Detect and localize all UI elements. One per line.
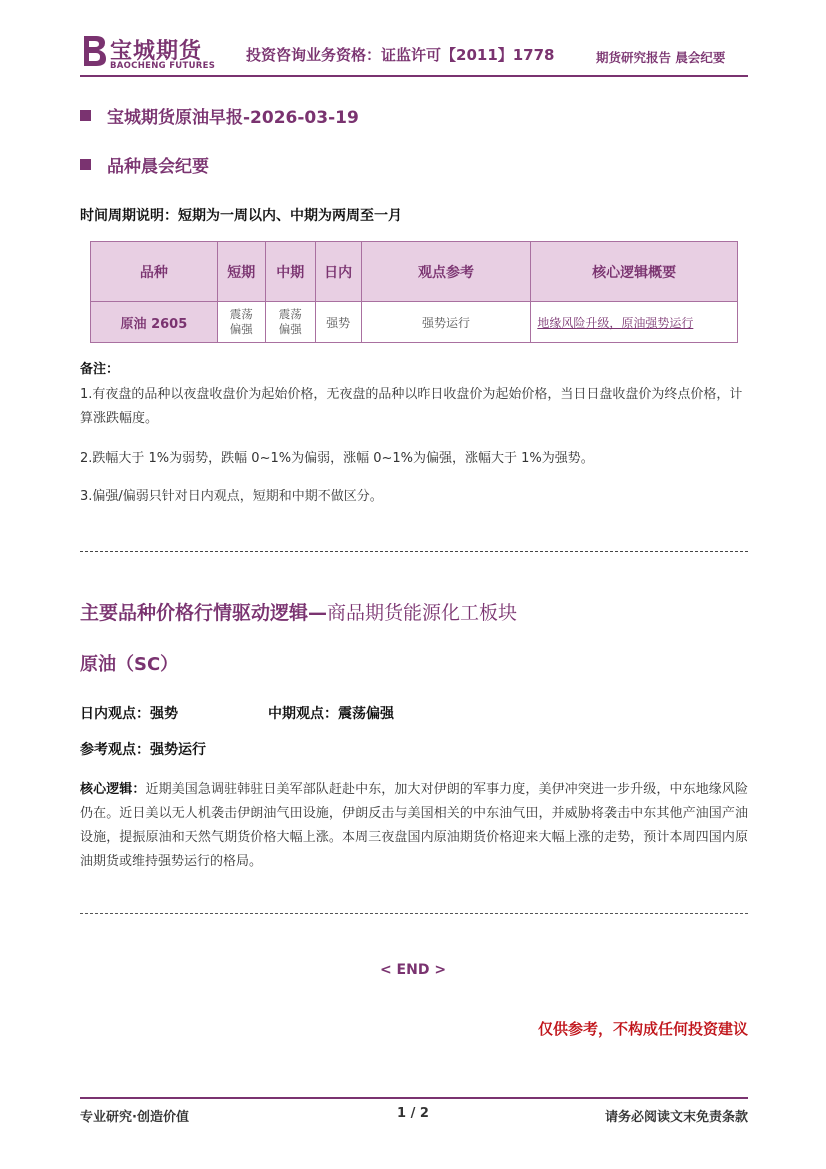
crude-title: 原油（SC） bbox=[80, 654, 179, 675]
header-divider bbox=[80, 75, 748, 77]
core-logic bbox=[80, 778, 748, 874]
header-intraday: 日内 bbox=[315, 242, 361, 302]
footer-slogan: 专业研究·创造价值 bbox=[80, 1110, 189, 1125]
baocheng-logo-icon bbox=[80, 34, 108, 68]
footer-disclaimer-note: 请务必阅读文末免责条款 bbox=[604, 1110, 748, 1125]
report-title bbox=[80, 103, 359, 128]
logo-text-en: BAOCHENG FUTURES bbox=[110, 61, 216, 71]
reference-view: 参考观点：强势运行 bbox=[80, 742, 206, 758]
header-logic: 核心逻辑概要 bbox=[531, 242, 738, 302]
logo-text-cn: 宝城期货 bbox=[110, 38, 203, 64]
cell-short-term-text: 震荡偏强 bbox=[229, 307, 253, 336]
header-view: 观点参考 bbox=[361, 242, 531, 302]
header-short-term: 短期 bbox=[217, 242, 265, 302]
cell-logic-link[interactable]: 地缘风险升级，原油强势运行 bbox=[531, 302, 738, 343]
header-mid-term: 中期 bbox=[265, 242, 315, 302]
square-bullet-icon bbox=[80, 159, 91, 170]
meeting-title-text: 品种晨会纪要 bbox=[107, 157, 209, 177]
page-number: 1 / 2 bbox=[397, 1106, 429, 1121]
dashed-divider bbox=[80, 913, 748, 914]
core-logic-text: 近期美国急调驻韩驻日美军部队赶赴中东，加大对伊朗的军事力度，美伊冲突进一步升级，中东地缘风险仍在。近日美以无人机袭击伊朗油气田设施，伊朗反击与美国相关的中东油气田，并威胁将袭击中东其他产油国产油设施，提振原油和天然气期货价格大幅上涨。本周三夜盘国内原油期货价格迎来大幅上涨的走势，预计本周四国内原油期货或维持强势运行的格局。 bbox=[80, 782, 748, 869]
header-variety: 品种 bbox=[91, 242, 218, 302]
note-3: 3.偏强/偏弱只针对日内观点，短期和中期不做区分。 bbox=[80, 489, 383, 504]
note-2: 2.跌幅大于 1%为弱势，跌幅 0~1%为偏弱，涨幅 0~1%为偏强，涨幅大于 1%为强势。 bbox=[80, 451, 594, 466]
core-logic-label: 核心逻辑： bbox=[80, 782, 146, 797]
mid-term-view: 中期观点：震荡偏强 bbox=[268, 706, 394, 722]
cell-view: 强势运行 bbox=[361, 302, 531, 343]
main-subtitle-text: 商品期货能源化工板块 bbox=[327, 602, 518, 624]
square-bullet-icon bbox=[80, 110, 91, 121]
cell-mid-term bbox=[265, 302, 315, 343]
note-1: 1.有夜盘的品种以夜盘收盘价为起始价格，无夜盘的品种以昨日收盘价为起始价格，当日日盘收盘价为终点价格，计算涨跌幅度。 bbox=[80, 387, 743, 426]
dashed-divider bbox=[80, 551, 748, 552]
qualification-text: 投资咨询业务资格：证监许可【2011】1778 bbox=[246, 46, 555, 64]
cell-intraday: 强势 bbox=[315, 302, 361, 343]
disclaimer: 仅供参考，不构成任何投资建议 bbox=[537, 1020, 748, 1038]
cell-short-term bbox=[217, 302, 265, 343]
main-logic-title bbox=[80, 598, 517, 625]
report-type-text: 期货研究报告 晨会纪要 bbox=[596, 50, 726, 65]
table-row bbox=[91, 302, 738, 343]
footer-divider bbox=[80, 1097, 748, 1099]
end-mark: < END > bbox=[379, 962, 447, 978]
table-header-row bbox=[91, 242, 738, 302]
meeting-title bbox=[80, 152, 209, 177]
cell-variety: 原油 2605 bbox=[91, 302, 218, 343]
cell-mid-term-text: 震荡偏强 bbox=[278, 307, 302, 336]
notes-title: 备注： bbox=[80, 362, 120, 377]
intraday-view: 日内观点：强势 bbox=[80, 706, 178, 722]
variety-table bbox=[90, 241, 738, 343]
period-note: 时间周期说明：短期为一周以内、中期为两周至一月 bbox=[80, 208, 402, 224]
report-title-text: 宝城期货原油早报-2026-03-19 bbox=[107, 108, 359, 128]
main-title-text: 主要品种价格行情驱动逻辑— bbox=[80, 602, 328, 624]
